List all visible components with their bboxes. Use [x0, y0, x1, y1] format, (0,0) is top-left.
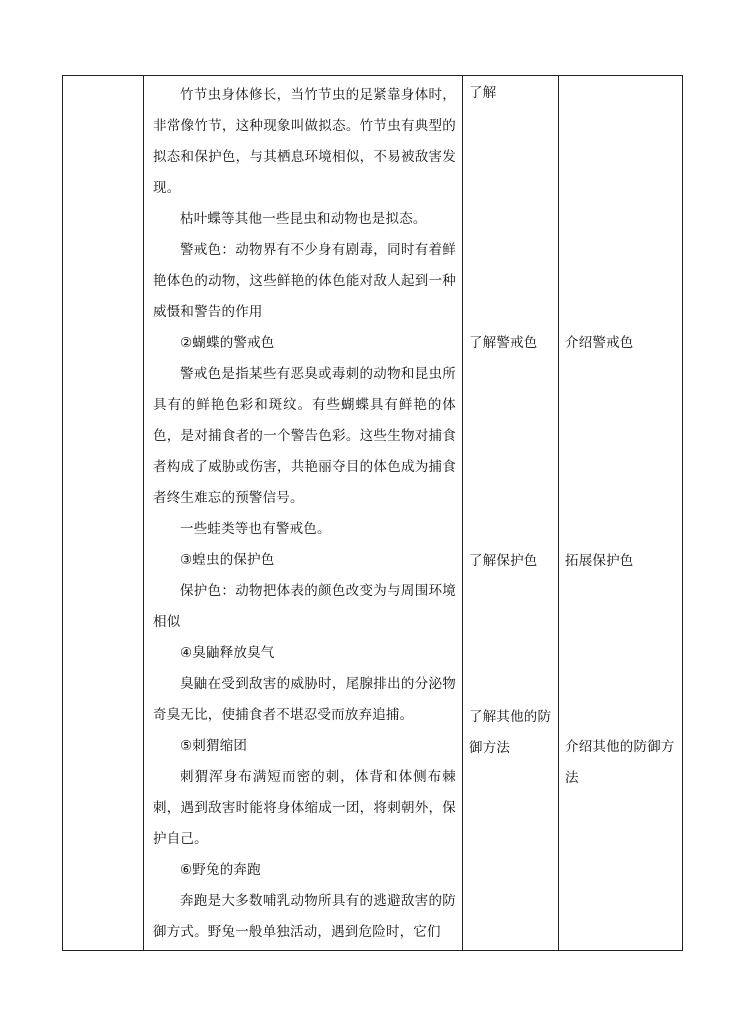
paragraph-stick-insect: 竹节虫身体修长，当竹节虫的足紧靠身体时，非常像竹节，这种现象叫做拟态。竹节虫有典型的拟态和保护色，与其栖息环境相似，不易被敌害发现。 [153, 87, 456, 196]
paragraph-frogs: 一些蛙类等也有警戒色。 [180, 521, 331, 537]
heading-hedgehog-curl: ⑤刺猬缩团 [180, 738, 248, 754]
activity-understand-other-defenses: 了解其他的防御方法 [469, 709, 552, 756]
heading-butterfly-warning-color: ②蝴蝶的警戒色 [180, 335, 275, 351]
paragraph-butterfly-warning-color: 警戒色是指某些有恶臭或毒刺的动物和昆虫所具有的鲜艳色彩和斑纹。有些蝴蝶具有鲜艳的体色，是对捕食者的一个警告色彩。这些生物对捕食者构成了威胁或伤害，共艳丽夺目的体色成为捕食者终生难忘的预警信号。 [153, 366, 456, 506]
intent-introduce-other-defenses: 介绍其他的防御方法 [565, 739, 675, 786]
paragraph-hedgehog: 刺猬浑身布满短而密的刺，体背和体侧布棘刺，遇到敌害时能将身体缩成一团，将刺朝外，保护自己。 [153, 769, 456, 847]
activity-understand-protective-color: 了解保护色 [469, 553, 538, 569]
stage-column-cell [63, 76, 144, 951]
heading-hare-running: ⑥野兔的奔跑 [180, 862, 261, 878]
paragraph-warning-color-definition: 警戒色：动物界有不少身有剧毒，同时有着鲜艳体色的动物，这些鲜艳的体色能对敌人起到一种威慑和警告的作用 [153, 242, 456, 320]
activity-understand-warning-color: 了解警戒色 [469, 335, 538, 351]
activity-understand: 了解 [469, 85, 497, 101]
heading-locust-protective-color: ③蝗虫的保护色 [180, 552, 275, 568]
teaching-content-cell [144, 76, 463, 951]
intent-introduce-warning-color: 介绍警戒色 [565, 335, 634, 351]
design-intent-cell [559, 76, 683, 951]
paragraph-skunk: 臭鼬在受到敌害的威胁时，尾腺排出的分泌物奇臭无比，使捕食者不堪忍受而放弃追捕。 [153, 676, 456, 723]
paragraph-dead-leaf-butterfly: 枯叶蝶等其他一些昆虫和动物也是拟态。 [180, 211, 427, 227]
intent-expand-protective-color: 拓展保护色 [565, 553, 634, 569]
student-activity-cell [463, 76, 559, 951]
table-row [63, 76, 683, 951]
paragraph-protective-color-definition: 保护色：动物把体表的颜色改变为与周围环境相似 [153, 583, 456, 630]
lesson-plan-table [62, 75, 683, 951]
paragraph-hare: 奔跑是大多数哺乳动物所具有的逃避敌害的防御方式。野兔一般单独活动，遇到危险时，它们 [153, 893, 456, 940]
heading-skunk-odor: ④臭鼬释放臭气 [180, 645, 275, 661]
